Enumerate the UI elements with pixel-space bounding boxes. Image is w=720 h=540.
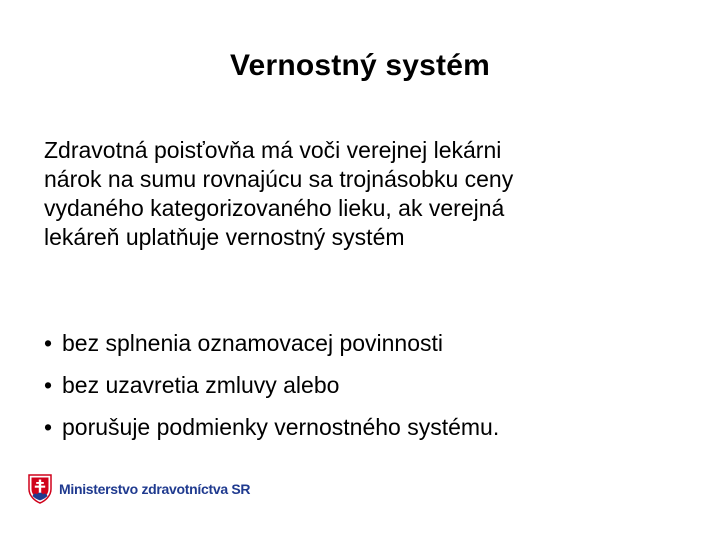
slide-title: Vernostný systém: [230, 49, 490, 82]
bullet-item: [44, 406, 694, 448]
bullet-text: bez splnenia oznamovacej povinnosti: [62, 330, 444, 356]
bullet-text: bez uzavretia zmluvy alebo: [62, 372, 340, 398]
paragraph-line: vydaného kategorizovaného lieku, ak verejná: [44, 195, 505, 221]
bullet-text: porušuje podmienky vernostného systému.: [62, 414, 500, 440]
bullet-marker: •: [44, 372, 53, 398]
paragraph-line: nárok na sumu rovnajúcu sa trojnásobku ceny: [44, 166, 514, 192]
bullet-marker: •: [44, 330, 53, 356]
bullet-list: [44, 322, 694, 448]
paragraph-line: lekáreň uplatňuje vernostný systém: [44, 224, 405, 250]
ministry-name: Ministerstvo zdravotníctva SR: [59, 481, 251, 497]
ministry-logo: [28, 474, 250, 504]
bullet-marker: •: [44, 414, 53, 440]
paragraph-line: Zdravotná poisťovňa má voči verejnej lekárni: [44, 137, 502, 163]
bullet-item: [44, 364, 694, 406]
slovak-coat-of-arms-icon: [28, 474, 52, 504]
bullet-item: [44, 322, 694, 364]
body-paragraph: [44, 136, 684, 252]
